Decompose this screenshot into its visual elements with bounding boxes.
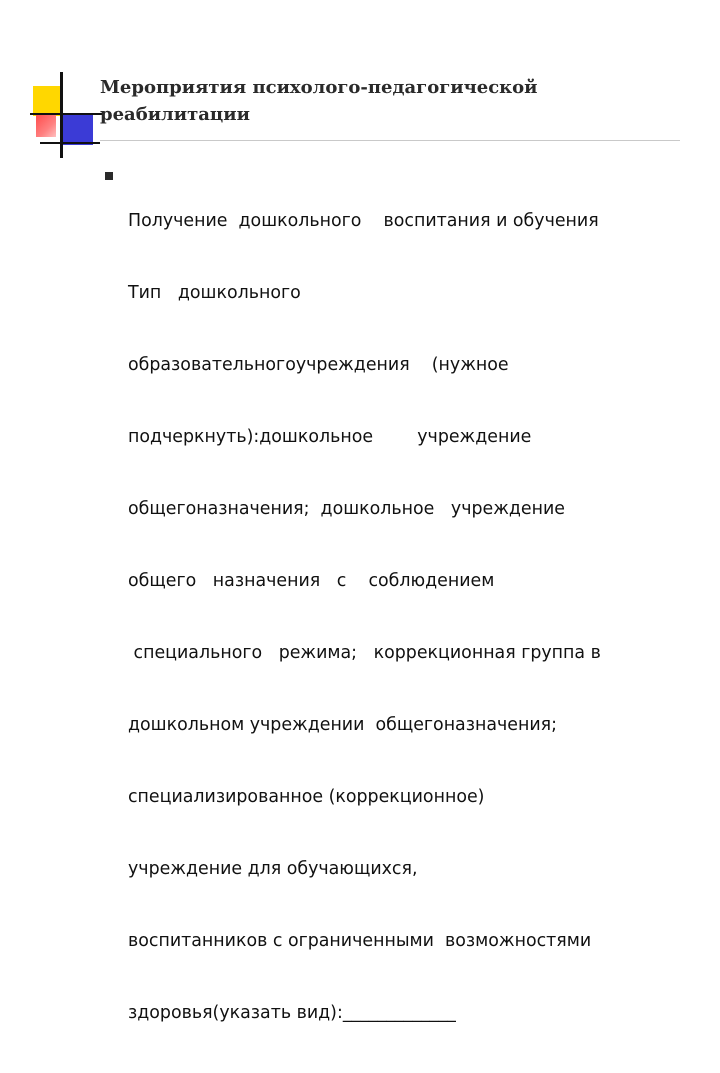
bullet-text-line: Тип дошкольного bbox=[128, 283, 301, 303]
decorative-horizontal-line-bottom bbox=[40, 142, 100, 144]
bullet-text-line: дошкольном учреждении общегоназначения; bbox=[128, 715, 557, 735]
slide-title-line-2: реабилитации bbox=[100, 104, 250, 125]
bullet-text-line: общегоназначения; дошкольное учреждение bbox=[128, 499, 565, 519]
bullet-text-line: общего назначения с соблюдением bbox=[128, 571, 495, 591]
bullet-square-icon bbox=[105, 172, 113, 180]
decorative-horizontal-line-top bbox=[30, 113, 102, 115]
bullet-text bbox=[128, 161, 698, 1073]
decorative-vertical-line bbox=[60, 72, 63, 158]
bullet-text-line: учреждение для обучающихся, bbox=[128, 859, 418, 879]
bullet-text-line: воспитанников с ограниченными возможностями bbox=[128, 931, 592, 951]
decorative-yellow-square bbox=[33, 86, 63, 116]
title-divider bbox=[100, 140, 680, 141]
bullet-text-line: образовательногоучреждения (нужное bbox=[128, 355, 509, 375]
slide-title bbox=[100, 74, 660, 128]
decorative-blue-square bbox=[63, 115, 93, 145]
bullet-text-line: специализированное (коррекционное) bbox=[128, 787, 485, 807]
bullet-text-line: Получение дошкольного воспитания и обучения bbox=[128, 211, 599, 231]
bullet-text-line: подчеркнуть):дошкольное учреждение bbox=[128, 427, 532, 447]
decorative-red-square bbox=[36, 115, 56, 137]
bullet-text-line: специального режима; коррекционная группа в bbox=[128, 643, 601, 663]
bullet-text-line: здоровья(указать вид):_____________ bbox=[128, 1003, 456, 1023]
slide-title-line-1: Мероприятия психолого-педагогической bbox=[100, 77, 538, 98]
